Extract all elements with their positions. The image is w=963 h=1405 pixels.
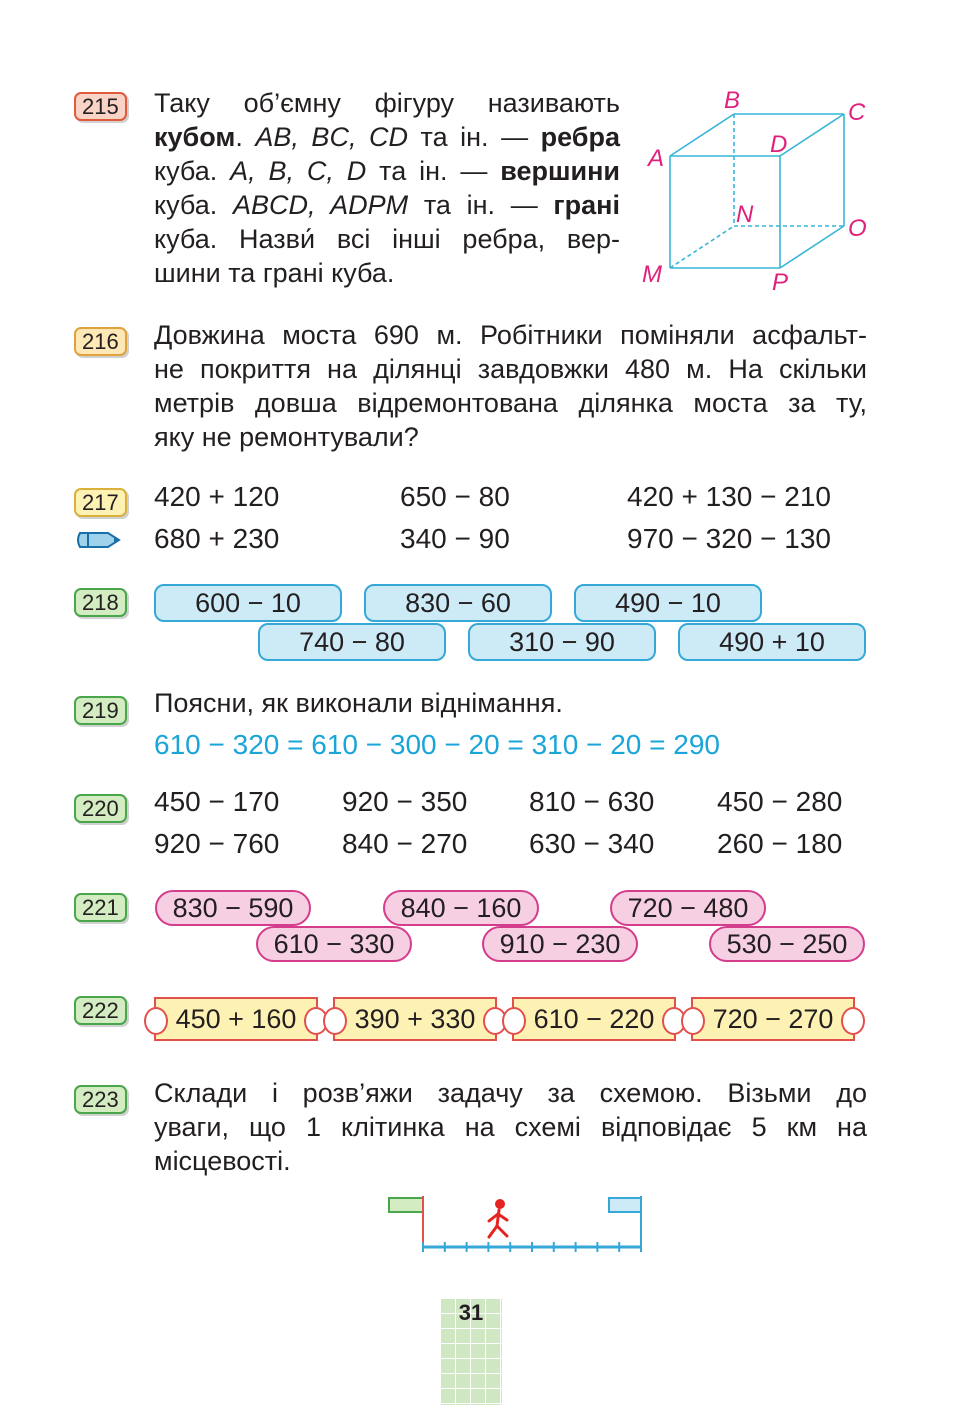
ex222-ticket-2: 390 + 330: [333, 997, 497, 1041]
ex215-line-5: куба. Назви́ всі інші ребра, вер-: [154, 224, 620, 254]
ex218-card-3: 490 − 10: [574, 584, 762, 622]
cube-label-n: N: [736, 201, 754, 228]
ex220-expr-2-4: 260 − 180: [717, 828, 843, 859]
ex217-expr-1-2: 650 − 80: [400, 481, 510, 512]
ex221-card-5: 910 − 230: [482, 926, 638, 962]
cube-diagram: [630, 80, 880, 300]
ex216-line-3: метрів довша відремонтована ділянка моста за ту,: [154, 388, 867, 418]
ex223-line-1: Склади і розв’яжи задачу за схемою. Візьми до: [154, 1078, 867, 1108]
ex222-ticket-1: 450 + 160: [154, 997, 318, 1041]
ex223-line-3: місцевості.: [154, 1146, 291, 1176]
exercise-number-220: 220: [74, 794, 127, 823]
exercise-number-221: 221: [74, 893, 127, 922]
ex220-expr-2-3: 630 − 340: [529, 828, 655, 859]
cube-label-m: M: [642, 261, 662, 288]
ex220-expr-1-1: 450 − 170: [154, 786, 280, 817]
ex220-expr-1-2: 920 − 350: [342, 786, 468, 817]
ex217-expr-2-3: 970 − 320 − 130: [627, 523, 831, 554]
exercise-223-text: [154, 1076, 867, 1178]
ex215-line-3: куба. A, B, C, D та ін. — вершини: [154, 156, 620, 186]
cube-label-p: P: [772, 269, 789, 296]
ex217-expr-1-1: 420 + 120: [154, 481, 280, 512]
ex222-ticket-4: 720 − 270: [691, 997, 855, 1041]
exercise-215-text: [154, 86, 620, 290]
pencil-icon: [74, 528, 122, 552]
exercise-number-215: 215: [74, 92, 127, 121]
ex217-expr-1-3: 420 + 130 − 210: [627, 481, 831, 512]
ex220-expr-2-1: 920 − 760: [154, 828, 280, 859]
exercise-216-text: [154, 318, 867, 454]
ex216-line-4: яку не ремонтували?: [154, 422, 419, 452]
finish-flag-icon: [609, 1198, 641, 1212]
walking-person-icon: [489, 1199, 507, 1237]
ex218-card-6: 490 + 10: [678, 623, 866, 661]
ex215-line-6: шини та грані куба.: [154, 258, 395, 288]
ex215-line-1: Таку об’ємну фігуру називають: [154, 88, 620, 118]
cube-label-c: C: [848, 99, 866, 126]
ex221-card-2: 840 − 160: [383, 890, 539, 926]
ex215-line-4: куба. ABCD, ADPM та ін. — грані: [154, 190, 620, 220]
ex218-card-5: 310 − 90: [468, 623, 656, 661]
ex216-line-2: не покриття на ділянці завдовжки 480 м. На скільки: [154, 354, 867, 384]
ex215-line-2: кубом. AB, BC, CD та ін. — ребра: [154, 122, 620, 152]
ex220-expr-2-2: 840 − 270: [342, 828, 468, 859]
ex217-expr-2-1: 680 + 230: [154, 523, 280, 554]
ex220-expr-1-3: 810 − 630: [529, 786, 655, 817]
ex221-card-3: 720 − 480: [610, 890, 766, 926]
cube-label-a: A: [648, 145, 665, 172]
ex216-line-1: Довжина моста 690 м. Робітники поміняли асфальт-: [154, 320, 867, 350]
ex217-expr-2-2: 340 − 90: [400, 523, 510, 554]
start-flag-icon: [389, 1198, 423, 1212]
exercise-number-218: 218: [74, 588, 127, 617]
ex219-question: Поясни, як виконали віднімання.: [154, 688, 563, 718]
ex219-solution: 610 − 320 = 610 − 300 − 20 = 310 − 20 = 290: [154, 729, 720, 760]
page-number: 31: [458, 1300, 484, 1325]
cube-label-d: D: [770, 131, 788, 158]
distance-scheme: [385, 1190, 655, 1260]
ex218-card-2: 830 − 60: [364, 584, 552, 622]
exercise-number-223: 223: [74, 1085, 127, 1114]
exercise-number-219: 219: [74, 696, 127, 725]
ex221-card-1: 830 − 590: [155, 890, 311, 926]
ex218-card-4: 740 − 80: [258, 623, 446, 661]
ex218-card-1: 600 − 10: [154, 584, 342, 622]
ex223-line-2: уваги, що 1 клітинка на схемі відповідає 5 км на: [154, 1112, 867, 1142]
cube-label-o: O: [848, 215, 867, 242]
cube-label-b: B: [724, 87, 741, 114]
exercise-number-222: 222: [74, 996, 127, 1025]
exercise-number-217: 217: [74, 488, 127, 517]
ex221-card-4: 610 − 330: [256, 926, 412, 962]
ex222-ticket-3: 610 − 220: [512, 997, 676, 1041]
exercise-number-216: 216: [74, 327, 127, 356]
ex220-expr-1-4: 450 − 280: [717, 786, 843, 817]
ex221-card-6: 530 − 250: [709, 926, 865, 962]
